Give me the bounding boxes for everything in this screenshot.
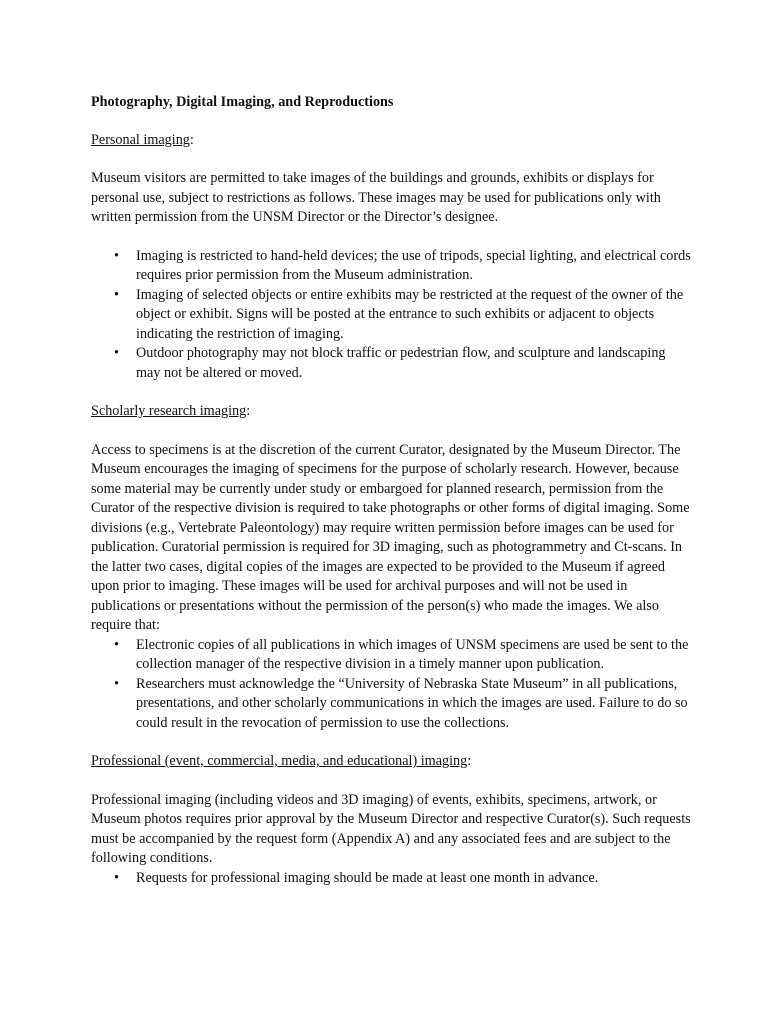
section-heading-professional-imaging xyxy=(91,752,691,772)
section-paragraph-professional-imaging: Professional imaging (including videos and 3D imaging) of events, exhibits, specimens, artwork, or Museum photos requires prior approval by the Museum Director and respective Curator(s). Such requests must be accompanied by the request form (Appendix A) and any associated fees and are subject to the following conditions. xyxy=(91,791,691,866)
bullet-list-personal-imaging xyxy=(91,247,691,384)
bullet-icon: • xyxy=(114,286,119,303)
section-heading-text: Professional (event, commercial, media, and educational) imaging xyxy=(91,753,468,769)
section-heading-text: Personal imaging xyxy=(91,131,190,148)
section-paragraph-personal-imaging: Museum visitors are permitted to take images of the buildings and grounds, exhibits or displays for personal use, subject to restrictions as follows. These images may be used for publications only with written permission from the UNSM Director or the Director’s designee. xyxy=(91,170,661,225)
list-item-text: Imaging of selected objects or entire exhibits may be restricted at the request of the owner of the object or exhibit. Signs will be posted at the entrance to such exhibits or adjacent to objects indicating the restriction of imaging. xyxy=(136,286,684,342)
section-paragraph-scholarly-research-imaging: Access to specimens is at the discretion of the current Curator, designated by the Museum Director. The Museum encourages the imaging of specimens for the purpose of scholarly research. However, because some material may be currently under study or embargoed for planned research, permission from the Curator of the respective division is required to take photographs or other forms of digital imaging. Some divisions (e.g., Vertebrate Paleontology) may require written permission before images can be used for publication. Curatorial permission is required for 3D imaging, such as photogrammetry and Ct-scans. In the latter two cases, digital copies of the images are expected to be provided to the Museum if agreed upon prior to imaging. These images will be used for archival purposes and will not be used in publications or presentations without the permission of the person(s) who made the images. We also require that: xyxy=(91,441,690,633)
list-item xyxy=(91,344,691,383)
list-item-text: Requests for professional imaging should be made at least one month in advance. xyxy=(136,869,599,886)
bullet-icon: • xyxy=(114,636,119,653)
bullet-icon: • xyxy=(114,247,119,264)
section-heading-scholarly-research-imaging xyxy=(91,402,691,422)
document-title: Photography, Digital Imaging, and Reproductions xyxy=(91,94,394,110)
bullet-icon: • xyxy=(114,675,119,692)
bullet-list-scholarly-research-imaging xyxy=(91,636,691,734)
list-item-text: Outdoor photography may not block traffic or pedestrian flow, and sculpture and landscaping may not be altered or moved. xyxy=(136,345,666,381)
list-item xyxy=(91,675,691,734)
list-item xyxy=(91,286,691,345)
list-item-text: Researchers must acknowledge the “University of Nebraska State Museum” in all publications, presentations, and other scholarly communications in which the images are used. Failure to do so could result in the revocation of permission to use the collections. xyxy=(136,675,688,731)
list-item xyxy=(91,247,691,286)
bullet-icon: • xyxy=(114,345,119,361)
section-heading-personal-imaging xyxy=(91,131,691,151)
list-item-text: Imaging is restricted to hand-held devices; the use of tripods, special lighting, and electrical cords requires prior permission from the Museum administration. xyxy=(136,247,691,283)
bullet-list-professional-imaging xyxy=(91,869,691,889)
section-heading-colon: : xyxy=(246,403,251,419)
section-heading-colon: : xyxy=(189,131,194,148)
document-page xyxy=(91,93,691,907)
bullet-icon: • xyxy=(114,869,119,886)
list-item-text: Electronic copies of all publications in which images of UNSM specimens are used be sent to the collection manager of the respective division in a timely manner upon publication. xyxy=(136,636,689,672)
list-item xyxy=(91,636,691,675)
section-heading-colon: : xyxy=(467,753,472,769)
section-heading-text: Scholarly research imaging xyxy=(91,403,247,419)
list-item xyxy=(91,869,691,889)
